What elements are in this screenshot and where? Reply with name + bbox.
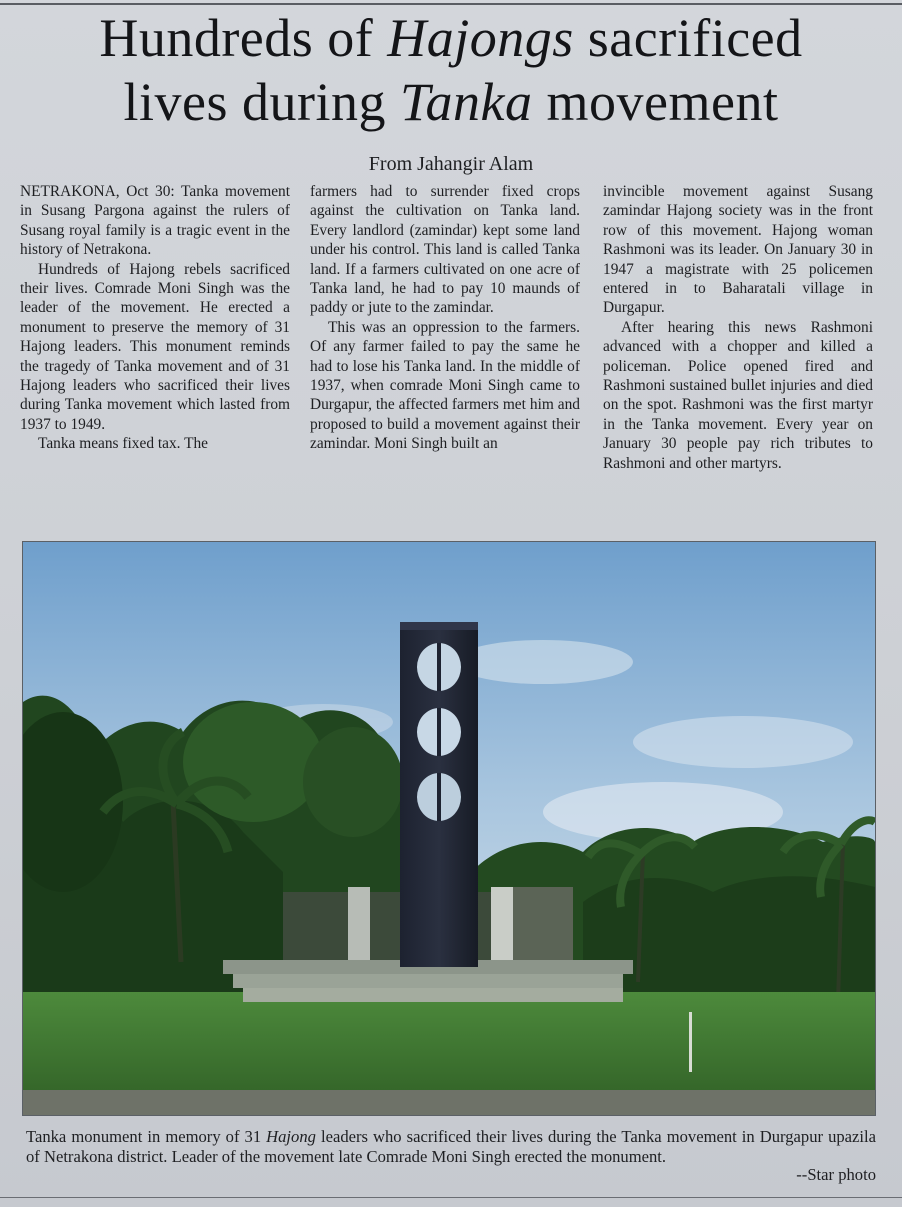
paragraph: This was an oppression to the farmers. Of any farmer failed to pay the same he had to lose his Tanka land. In the middle of 1937, when comrade Moni Singh came to Durgapur, the affected farmers met him and proposed to build a movement against their zamindar. Moni Singh built an	[310, 318, 580, 453]
headline-text: movement	[532, 72, 779, 132]
paragraph: invincible movement against Susang zamindar Hajong society was in the front row of this movement. Hajong woman Rashmoni was its leader. On January 30 in 1947 a magistrate with 25 policemen entered in to Baharatali village in Durgapur.	[603, 183, 873, 317]
headline-text: sacrificed	[573, 8, 803, 68]
column-3	[603, 182, 873, 538]
top-rule	[0, 3, 902, 5]
headline-text: Hundreds of	[99, 8, 388, 68]
photo-credit: --Star photo	[796, 1165, 876, 1184]
monument-photo	[22, 541, 876, 1116]
headline-line-2	[0, 70, 902, 134]
bottom-rule	[0, 1197, 902, 1198]
caption-text: Tanka monument in memory of 31	[26, 1127, 267, 1146]
column-1	[20, 182, 290, 538]
paragraph: Hundreds of Hajong rebels sacrificed their lives. Comrade Moni Singh was the leader of the movement. He erected a monument to preserve the memory of 31 Hajong leaders. This monument reminds the tragedy of Tanka movement and of 31 Hajong leaders who sacrificed their lives during Tanka movement which lasted from 1937 to 1949.	[20, 260, 290, 433]
photo-caption	[26, 1127, 876, 1167]
headline	[0, 6, 902, 134]
article-body	[20, 182, 876, 538]
monument-photo-illustration	[23, 542, 875, 1115]
headline-italic: Tanka	[399, 72, 533, 132]
headline-text: lives during	[123, 72, 400, 132]
caption-italic: Hajong	[266, 1127, 316, 1146]
headline-italic: Hajongs	[387, 8, 574, 68]
paragraph: NETRAKONA, Oct 30: Tanka movement in Susang Pargona against the rulers of Susang royal family is a tragic event in the history of Netrakona.	[20, 183, 290, 259]
paragraph: farmers had to surrender fixed crops against the cultivation on Tanka land. Every landlord (zamindar) kept some land under his control. This land is called Tanka land. If a farmers cultivated on one acre of Tanka land, he had to pay 10 maunds of paddy or jute to the zamindar.	[310, 183, 580, 317]
paragraph: After hearing this news Rashmoni advanced with a chopper and killed a policeman. Police opened fired and Rashmoni sustained bullet injuries and died on the spot. Rashmoni was the first martyr in the Tanka movement. Every year on January 30 people pay rich tributes to Rashmoni and other martyrs.	[603, 318, 873, 472]
byline: From Jahangir Alam	[368, 153, 534, 175]
headline-line-1	[0, 6, 902, 70]
paragraph: Tanka means fixed tax. The	[38, 435, 209, 453]
column-2	[310, 182, 580, 538]
caption-text: leaders who sacrificed their lives during the Tanka movement in Durgapur upazila of Netrakona district. Leader of the movement late Comrade Moni Singh erected the monument.	[26, 1127, 876, 1166]
